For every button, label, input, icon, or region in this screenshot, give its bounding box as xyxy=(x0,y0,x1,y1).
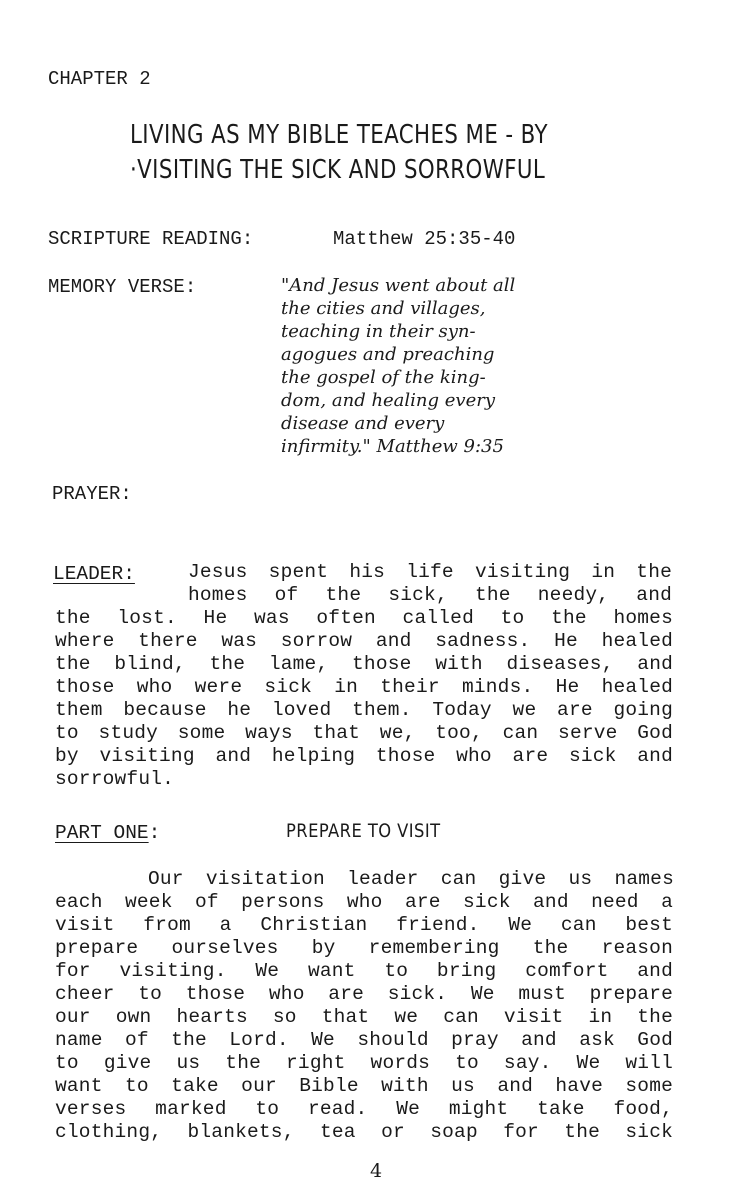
prayer-label: PRAYER: xyxy=(52,483,132,505)
page-number: 4 xyxy=(370,1160,383,1182)
memory-verse-line: "And Jesus went about all xyxy=(281,275,516,296)
memory-verse-line: agogues and preaching xyxy=(281,344,495,365)
part-one-text-line: prepare ourselves by remembering the reason xyxy=(55,937,673,959)
memory-verse-line: the gospel of the king- xyxy=(281,367,486,388)
leader-text-line: them because he loved them. Today we are going xyxy=(55,699,673,721)
part-one-text-line: name of the Lord. We should pray and ask God xyxy=(55,1029,673,1051)
memory-verse-line: infirmity." Matthew 9:35 xyxy=(281,436,504,457)
leader-text-line: where there was sorrow and sadness. He healed xyxy=(55,630,673,652)
leader-text-line: those who were sick in their minds. He healed xyxy=(55,676,673,698)
leader-text-line: the blind, the lame, those with diseases, and xyxy=(55,653,673,675)
part-one-text-line: want to take our Bible with us and have some xyxy=(55,1075,673,1097)
part-one-text-line: Our visitation leader can give us names xyxy=(148,868,674,890)
memory-verse-line: dom, and healing every xyxy=(281,390,496,411)
part-one-text-line: clothing, blankets, tea or soap for the sick xyxy=(55,1121,673,1143)
memory-verse-line: teaching in their syn- xyxy=(281,321,476,342)
leader-text-line: homes of the sick, the needy, and xyxy=(188,584,672,606)
part-one-text-line: each week of persons who are sick and need a xyxy=(55,891,673,913)
part-one-title: PREPARE TO VISIT xyxy=(286,820,441,842)
memory-verse-line: the cities and villages, xyxy=(281,298,486,319)
leader-text-line: by visiting and helping those who are sick and xyxy=(55,745,673,767)
memory-verse-label: MEMORY VERSE: xyxy=(48,276,197,298)
leader-text-line: the lost. He was often called to the homes xyxy=(55,607,673,629)
leader-text-line: Jesus spent his life visiting in the xyxy=(188,561,672,583)
lesson-title-line-2: ·VISITING THE SICK AND SORROWFUL xyxy=(130,155,546,185)
leader-text-line: sorrowful. xyxy=(55,768,175,790)
lesson-title-line-1: LIVING AS MY BIBLE TEACHES ME - BY xyxy=(130,120,548,150)
leader-text-line: to study some ways that we, too, can serve God xyxy=(55,722,673,744)
part-one-text-line: to give us the right words to say. We will xyxy=(55,1052,673,1074)
leader-label-text: LEADER: xyxy=(53,563,135,585)
part-one-colon: : xyxy=(148,822,161,844)
chapter-heading: CHAPTER 2 xyxy=(48,68,151,90)
part-one-text-line: cheer to those who are sick. We must prepare xyxy=(55,983,673,1005)
scripture-reference: Matthew 25:35-40 xyxy=(333,228,516,250)
part-one-label xyxy=(55,822,160,844)
part-one-text-line: our own hearts so that we can visit in the xyxy=(55,1006,673,1028)
part-one-text-line: for visiting. We want to bring comfort and xyxy=(55,960,673,982)
part-one-text-line: visit from a Christian friend. We can best xyxy=(55,914,673,936)
memory-verse-line: disease and every xyxy=(281,413,445,434)
part-one-text-line: verses marked to read. We might take food, xyxy=(55,1098,673,1120)
scripture-reading-label: SCRIPTURE READING: xyxy=(48,228,254,250)
leader-label xyxy=(53,563,135,585)
part-one-label-text: PART ONE xyxy=(55,822,149,844)
